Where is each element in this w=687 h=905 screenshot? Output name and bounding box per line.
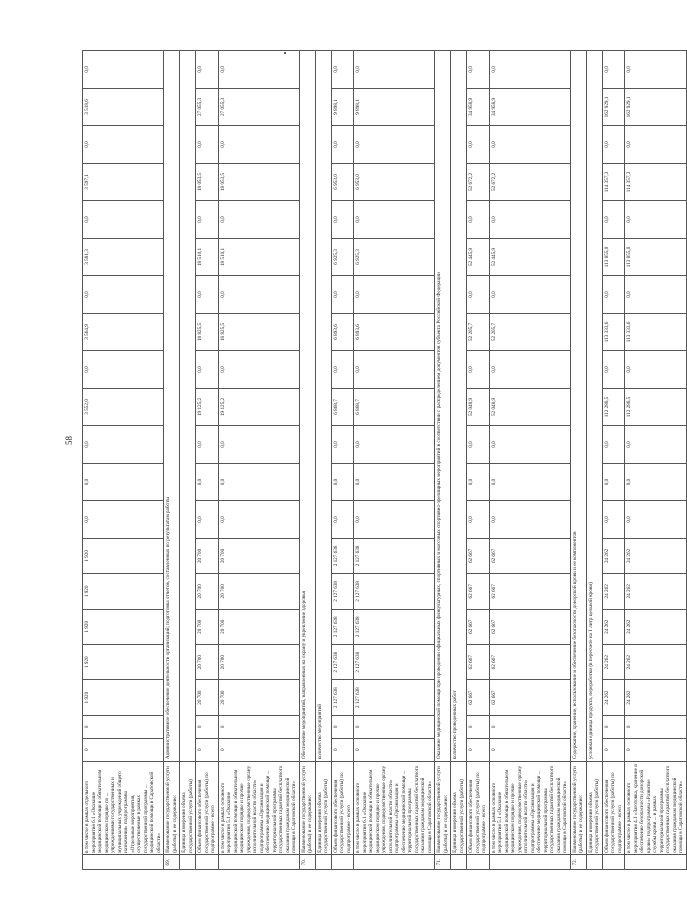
row-label: Объем финансового обеспечения государственной услуги (работы) по подпрограмме - всего <box>602 761 625 855</box>
value-cell: 1 920 <box>83 644 164 679</box>
value-cell: 0,0 <box>354 126 435 164</box>
value-cell: 0,0 <box>218 351 299 389</box>
value-cell: 0,0 <box>467 276 490 314</box>
table-row <box>570 51 586 870</box>
value-cell: 0,0 <box>196 501 219 539</box>
table-row <box>625 51 687 870</box>
value-cell: 62 667 <box>467 538 490 573</box>
row-label: Единица измерения объема государственной услуги (работы) <box>180 761 196 855</box>
value-cell: 0,0 <box>625 51 687 89</box>
value-cell: 24 262 <box>602 680 625 715</box>
row-index: 70. <box>299 855 315 870</box>
value-cell: 52 048,9 <box>489 388 570 426</box>
row-label: Наименование государственной услуги (работы) и ее содержание: <box>299 761 315 855</box>
value-cell: 0,0 <box>602 276 625 314</box>
value-cell: 0,0 <box>218 426 299 464</box>
value-cell: 20 700 <box>196 680 219 715</box>
value-cell: 20 700 <box>218 574 299 609</box>
value-cell: 0,0 <box>331 463 354 501</box>
value-cell: 0,0 <box>489 501 570 539</box>
value-cell: 0,0 <box>489 463 570 501</box>
row-label: Единица измерения объема государственной услуги (работы) <box>451 761 467 855</box>
table-row <box>489 51 570 870</box>
value-cell: 0 <box>331 738 354 761</box>
row-index <box>180 855 196 870</box>
value-cell: 3 581,3 <box>83 238 164 276</box>
row-label: Единица измерения объема государственной услуги (работы) <box>586 761 602 855</box>
row-label: Объем финансового обеспечения государственной услуги (работы) по подпрограмме - всего <box>196 761 219 855</box>
row-index <box>331 855 354 870</box>
value-cell: 0,0 <box>218 276 299 314</box>
value-cell: 0 <box>354 715 435 738</box>
value-cell: 0 <box>83 715 164 738</box>
table-row <box>331 51 354 870</box>
value-cell: 3 564,9 <box>83 313 164 351</box>
value-cell: 62 667 <box>489 609 570 644</box>
row-index <box>315 855 331 870</box>
value-cell: 0,0 <box>218 501 299 539</box>
section-description: количество мероприятий <box>315 51 331 762</box>
value-cell: 0,0 <box>331 426 354 464</box>
value-cell: 18 053,5 <box>218 163 299 201</box>
value-cell: 27 055,3 <box>196 88 219 126</box>
row-label: Объем финансового обеспечения государственной услуги (работы) по подпрограмме - всего <box>467 761 490 855</box>
table-row <box>602 51 625 870</box>
value-cell: 0,0 <box>625 426 687 464</box>
value-cell: 24 262 <box>625 609 687 644</box>
value-cell: 0,0 <box>625 126 687 164</box>
value-cell: 113 855,0 <box>602 238 625 276</box>
value-cell: 162 929,1 <box>625 88 687 126</box>
value-cell: 6 953,0 <box>331 163 354 201</box>
value-cell: 6 925,3 <box>354 238 435 276</box>
value-cell: 52 445,9 <box>467 238 490 276</box>
value-cell: 0,0 <box>625 351 687 389</box>
value-cell: 34 958,9 <box>489 88 570 126</box>
value-cell: 0,0 <box>467 501 490 539</box>
value-cell: 52 445,9 <box>489 238 570 276</box>
value-cell: 18 825,5 <box>196 313 219 351</box>
table-row <box>354 51 435 870</box>
section-description <box>180 51 196 762</box>
value-cell: 162 929,1 <box>602 88 625 126</box>
value-cell: 52 205,7 <box>489 313 570 351</box>
value-cell: 20 700 <box>218 680 299 715</box>
value-cell: 0,0 <box>83 351 164 389</box>
page-number: 58 <box>64 436 74 445</box>
value-cell: 1 920 <box>83 574 164 609</box>
value-cell: 0,0 <box>83 426 164 464</box>
value-cell: 0,0 <box>83 276 164 314</box>
value-cell: 0,0 <box>467 201 490 239</box>
value-cell: 27 055,3 <box>218 88 299 126</box>
value-cell: 1 920 <box>83 609 164 644</box>
data-table <box>82 50 687 870</box>
value-cell: 0,0 <box>602 201 625 239</box>
value-cell: 2 127 638 <box>331 644 354 679</box>
value-cell: 114 357,3 <box>625 163 687 201</box>
value-cell: 62 667 <box>489 574 570 609</box>
value-cell: 0,0 <box>489 201 570 239</box>
value-cell: 52 672,2 <box>489 163 570 201</box>
value-cell: 0,0 <box>467 426 490 464</box>
value-cell: 24 262 <box>602 538 625 573</box>
row-label: Объем финансового обеспечения государственной услуги (работы) по подпрограмме - всего <box>331 761 354 855</box>
value-cell: 0,0 <box>83 126 164 164</box>
value-cell: 0 <box>602 738 625 761</box>
table-row <box>435 51 451 870</box>
row-label: в том числе в рамках отдельного мероприятия 6.1 «Оказание медицинской помощи в обязательном медицинском порядке по ... учреждениями государственных и муниципальных учреждений общего назначения» подпрограммы «Отдельные мероприятия, осуществляемые в рамках государственной программы ... медицинской помощи в Саратовской области» <box>83 761 164 855</box>
value-cell: 0 <box>489 715 570 738</box>
value-cell: 24 262 <box>602 574 625 609</box>
value-cell: 0,0 <box>83 501 164 539</box>
value-cell: 34 958,9 <box>467 88 490 126</box>
row-index <box>196 855 219 870</box>
value-cell: 3 552,0 <box>83 388 164 426</box>
row-index <box>218 855 299 870</box>
table-row <box>164 51 180 870</box>
value-cell: 20 700 <box>196 609 219 644</box>
row-label: Наименование государственной услуги (работы) и ее содержание: <box>570 761 586 855</box>
section-description: Обеспечение мероприятий, направленных на охрану и укрепление здоровья <box>299 51 315 762</box>
value-cell: 2 127 638 <box>354 644 435 679</box>
row-index <box>602 855 625 870</box>
value-cell: 24 262 <box>625 680 687 715</box>
value-cell: 6 925,3 <box>331 238 354 276</box>
value-cell: 24 262 <box>625 538 687 573</box>
row-label: в том числе в рамках основного мероприятия 4.1 «Заготовка, хранение и обеспечение безопасности донорской крови» подпрограммы «Развитие службы крови ... в рамках территориальной программы государственных гарантий бесплатного оказания гражданам медицинской помощи в Саратовской области» <box>625 761 687 855</box>
value-cell: 0,0 <box>354 351 435 389</box>
value-cell: 62 667 <box>489 644 570 679</box>
value-cell: 0 <box>83 738 164 761</box>
value-cell: 0,0 <box>625 463 687 501</box>
value-cell: 0,0 <box>331 501 354 539</box>
value-cell: 0,0 <box>354 276 435 314</box>
value-cell: 0,0 <box>196 351 219 389</box>
value-cell: 0,0 <box>602 426 625 464</box>
value-cell: 113 333,6 <box>625 313 687 351</box>
value-cell: 0,0 <box>467 126 490 164</box>
value-cell: 0,0 <box>331 351 354 389</box>
row-index <box>467 855 490 870</box>
value-cell: 0 <box>196 738 219 761</box>
value-cell: 0,0 <box>218 126 299 164</box>
value-cell: 0 <box>625 715 687 738</box>
value-cell: 62 667 <box>467 574 490 609</box>
value-cell: 0,0 <box>602 351 625 389</box>
value-cell: 0,0 <box>467 51 490 89</box>
value-cell: 0 <box>331 715 354 738</box>
value-cell: 0 <box>218 738 299 761</box>
value-cell: 0,0 <box>331 126 354 164</box>
value-cell: 2 127 638 <box>354 538 435 573</box>
value-cell: 0 <box>196 715 219 738</box>
value-cell: 0,0 <box>196 426 219 464</box>
value-cell: 0,0 <box>196 51 219 89</box>
row-index <box>354 855 435 870</box>
row-index <box>451 855 467 870</box>
section-description: Административное обеспечение деятельности организаций; подготовка отчетов, составленных по результатам работы <box>164 51 180 762</box>
value-cell: 18 510,1 <box>218 238 299 276</box>
value-cell: 0,0 <box>196 201 219 239</box>
value-cell: 0,0 <box>354 426 435 464</box>
rotated-content <box>60 40 684 880</box>
value-cell: 0,0 <box>467 351 490 389</box>
value-cell: 6 868,7 <box>331 388 354 426</box>
value-cell: 0,0 <box>218 463 299 501</box>
value-cell: 20 700 <box>218 538 299 573</box>
value-cell: 0,0 <box>196 126 219 164</box>
value-cell: 113 855,0 <box>625 238 687 276</box>
table-row <box>451 51 467 870</box>
value-cell: 6 893,6 <box>354 313 435 351</box>
value-cell: 0,0 <box>602 463 625 501</box>
value-cell: 112 288,5 <box>625 388 687 426</box>
value-cell: 0,0 <box>489 126 570 164</box>
value-cell: 0,0 <box>489 351 570 389</box>
row-index: 71. <box>435 855 451 870</box>
value-cell: 1 920 <box>83 538 164 573</box>
section-description: количество проведенных работ <box>451 51 467 762</box>
value-cell: 0,0 <box>489 51 570 89</box>
value-cell: 52 672,2 <box>467 163 490 201</box>
value-cell: 0,0 <box>625 276 687 314</box>
table-row <box>218 51 299 870</box>
row-index <box>625 855 687 870</box>
value-cell: 6 953,0 <box>354 163 435 201</box>
value-cell: 0,0 <box>196 276 219 314</box>
table-row <box>83 51 164 870</box>
row-label: Наименование государственной услуги (работы) и ее содержание: <box>435 761 451 855</box>
value-cell: 0,0 <box>354 51 435 89</box>
value-cell: 20 700 <box>196 644 219 679</box>
value-cell: 62 667 <box>489 538 570 573</box>
value-cell: 0,0 <box>602 501 625 539</box>
value-cell: 0 <box>354 738 435 761</box>
value-cell: 0 <box>467 715 490 738</box>
value-cell: 2 127 638 <box>331 609 354 644</box>
value-cell: 52 205,7 <box>467 313 490 351</box>
row-label: в том числе в рамках основного мероприятия 5.1 «Оказание медицинской помощи в обязательном медицинском порядке и прочие учреждения, подведомственные органу исполнительной власти области» подпрограммы «Организация и обеспечение медицинской помощи ... территориальной программы государственных гарантий бесплатного оказания гражданам медицинской помощи в Саратовской области» <box>218 761 299 855</box>
value-cell: 0,0 <box>625 201 687 239</box>
value-cell: 3 518,6 <box>83 88 164 126</box>
value-cell: 18 825,5 <box>218 313 299 351</box>
row-label: Наименование государственной услуги (работы) и ее содержание: <box>164 761 180 855</box>
value-cell: 6 868,7 <box>354 388 435 426</box>
row-index: 69. <box>164 855 180 870</box>
value-cell: 20 700 <box>218 609 299 644</box>
value-cell: 114 357,3 <box>602 163 625 201</box>
value-cell: 0,0 <box>467 463 490 501</box>
value-cell: 20 700 <box>196 538 219 573</box>
table-row <box>180 51 196 870</box>
value-cell: 0,0 <box>218 201 299 239</box>
value-cell: 6 893,6 <box>331 313 354 351</box>
value-cell: 0,0 <box>83 463 164 501</box>
value-cell: 0,0 <box>331 276 354 314</box>
value-cell: 3 597,1 <box>83 163 164 201</box>
value-cell: 0 <box>602 715 625 738</box>
value-cell: 0 <box>489 738 570 761</box>
row-label: в том числе в рамках основного мероприятия 6.1 «Оказание медицинской помощи в обязательном медицинском порядке и прочие учреждения, подведомственные органу исполнительной власти области» подпрограммы «Организация и обеспечение медицинской помощи ... территориальной программы государственных гарантий бесплатного оказания гражданам медицинской помощи в Саратовской области» <box>354 761 435 855</box>
value-cell: 1 920 <box>83 680 164 715</box>
value-cell: 113 333,6 <box>602 313 625 351</box>
value-cell: 0,0 <box>489 426 570 464</box>
table-row <box>196 51 219 870</box>
section-description: Содержание, хранение, использование и обеспечение безопасности донорской крови и ее компонентов <box>570 51 586 762</box>
value-cell: 0,0 <box>625 501 687 539</box>
value-cell: 2 127 638 <box>331 538 354 573</box>
row-label: Единица измерения объема государственной услуги (работы) <box>315 761 331 855</box>
value-cell: 0,0 <box>196 463 219 501</box>
value-cell: 24 262 <box>602 644 625 679</box>
value-cell: 19 125,2 <box>196 388 219 426</box>
value-cell: 0,0 <box>331 201 354 239</box>
value-cell: 2 127 638 <box>354 574 435 609</box>
value-cell: 0,0 <box>602 126 625 164</box>
value-cell: 20 700 <box>196 574 219 609</box>
row-index: 72. <box>570 855 586 870</box>
value-cell: 0 <box>625 738 687 761</box>
row-index <box>489 855 570 870</box>
value-cell: 2 127 638 <box>354 680 435 715</box>
section-description: Оказание медицинской помощи при проведении официальных физкультурных, спортивных и массовых спортивно-зрелищных мероприятий в соответствии с распределением документов субъекта Российской Федерации <box>435 51 451 762</box>
row-label: в том числе в рамках основного мероприятия 5.1 «Оказание медицинской помощи в обязательном медицинском порядке и прочие учреждения, подведомственные органу исполнительной власти области» подпрограммы «Организация и обеспечение медицинской помощи ... территориальной программы государственных гарантий бесплатного оказания гражданам медицинской помощи в Саратовской области» <box>489 761 570 855</box>
value-cell: 9 898,1 <box>331 88 354 126</box>
value-cell: 0,0 <box>602 51 625 89</box>
value-cell: 0 <box>467 738 490 761</box>
value-cell: 62 667 <box>467 680 490 715</box>
value-cell: 18 053,5 <box>196 163 219 201</box>
value-cell: 0,0 <box>354 201 435 239</box>
table-row <box>586 51 602 870</box>
value-cell: 62 667 <box>467 609 490 644</box>
value-cell: 0,0 <box>218 51 299 89</box>
table-row <box>315 51 331 870</box>
value-cell: 0,0 <box>354 463 435 501</box>
value-cell: 0,0 <box>354 501 435 539</box>
value-cell: 2 127 638 <box>331 680 354 715</box>
table-row <box>467 51 490 870</box>
value-cell: 24 262 <box>625 644 687 679</box>
value-cell: 9 898,1 <box>354 88 435 126</box>
value-cell: 19 125,2 <box>218 388 299 426</box>
value-cell: 0 <box>218 715 299 738</box>
value-cell: 0,0 <box>331 51 354 89</box>
value-cell: 112 288,5 <box>602 388 625 426</box>
value-cell: 52 048,9 <box>467 388 490 426</box>
value-cell: 24 262 <box>625 574 687 609</box>
value-cell: 2 127 638 <box>354 609 435 644</box>
value-cell: 62 667 <box>467 644 490 679</box>
value-cell: 0,0 <box>83 201 164 239</box>
value-cell: 0,0 <box>83 51 164 89</box>
section-description: условная единица продукта, переработки (в пересчете на 1 литр цельной крови) <box>586 51 602 762</box>
table-row <box>299 51 315 870</box>
value-cell: 18 510,1 <box>196 238 219 276</box>
row-index <box>586 855 602 870</box>
value-cell: 24 262 <box>602 609 625 644</box>
value-cell: 0,0 <box>489 276 570 314</box>
row-index <box>83 855 164 870</box>
value-cell: 2 127 638 <box>331 574 354 609</box>
value-cell: 20 700 <box>218 644 299 679</box>
value-cell: 62 667 <box>489 680 570 715</box>
